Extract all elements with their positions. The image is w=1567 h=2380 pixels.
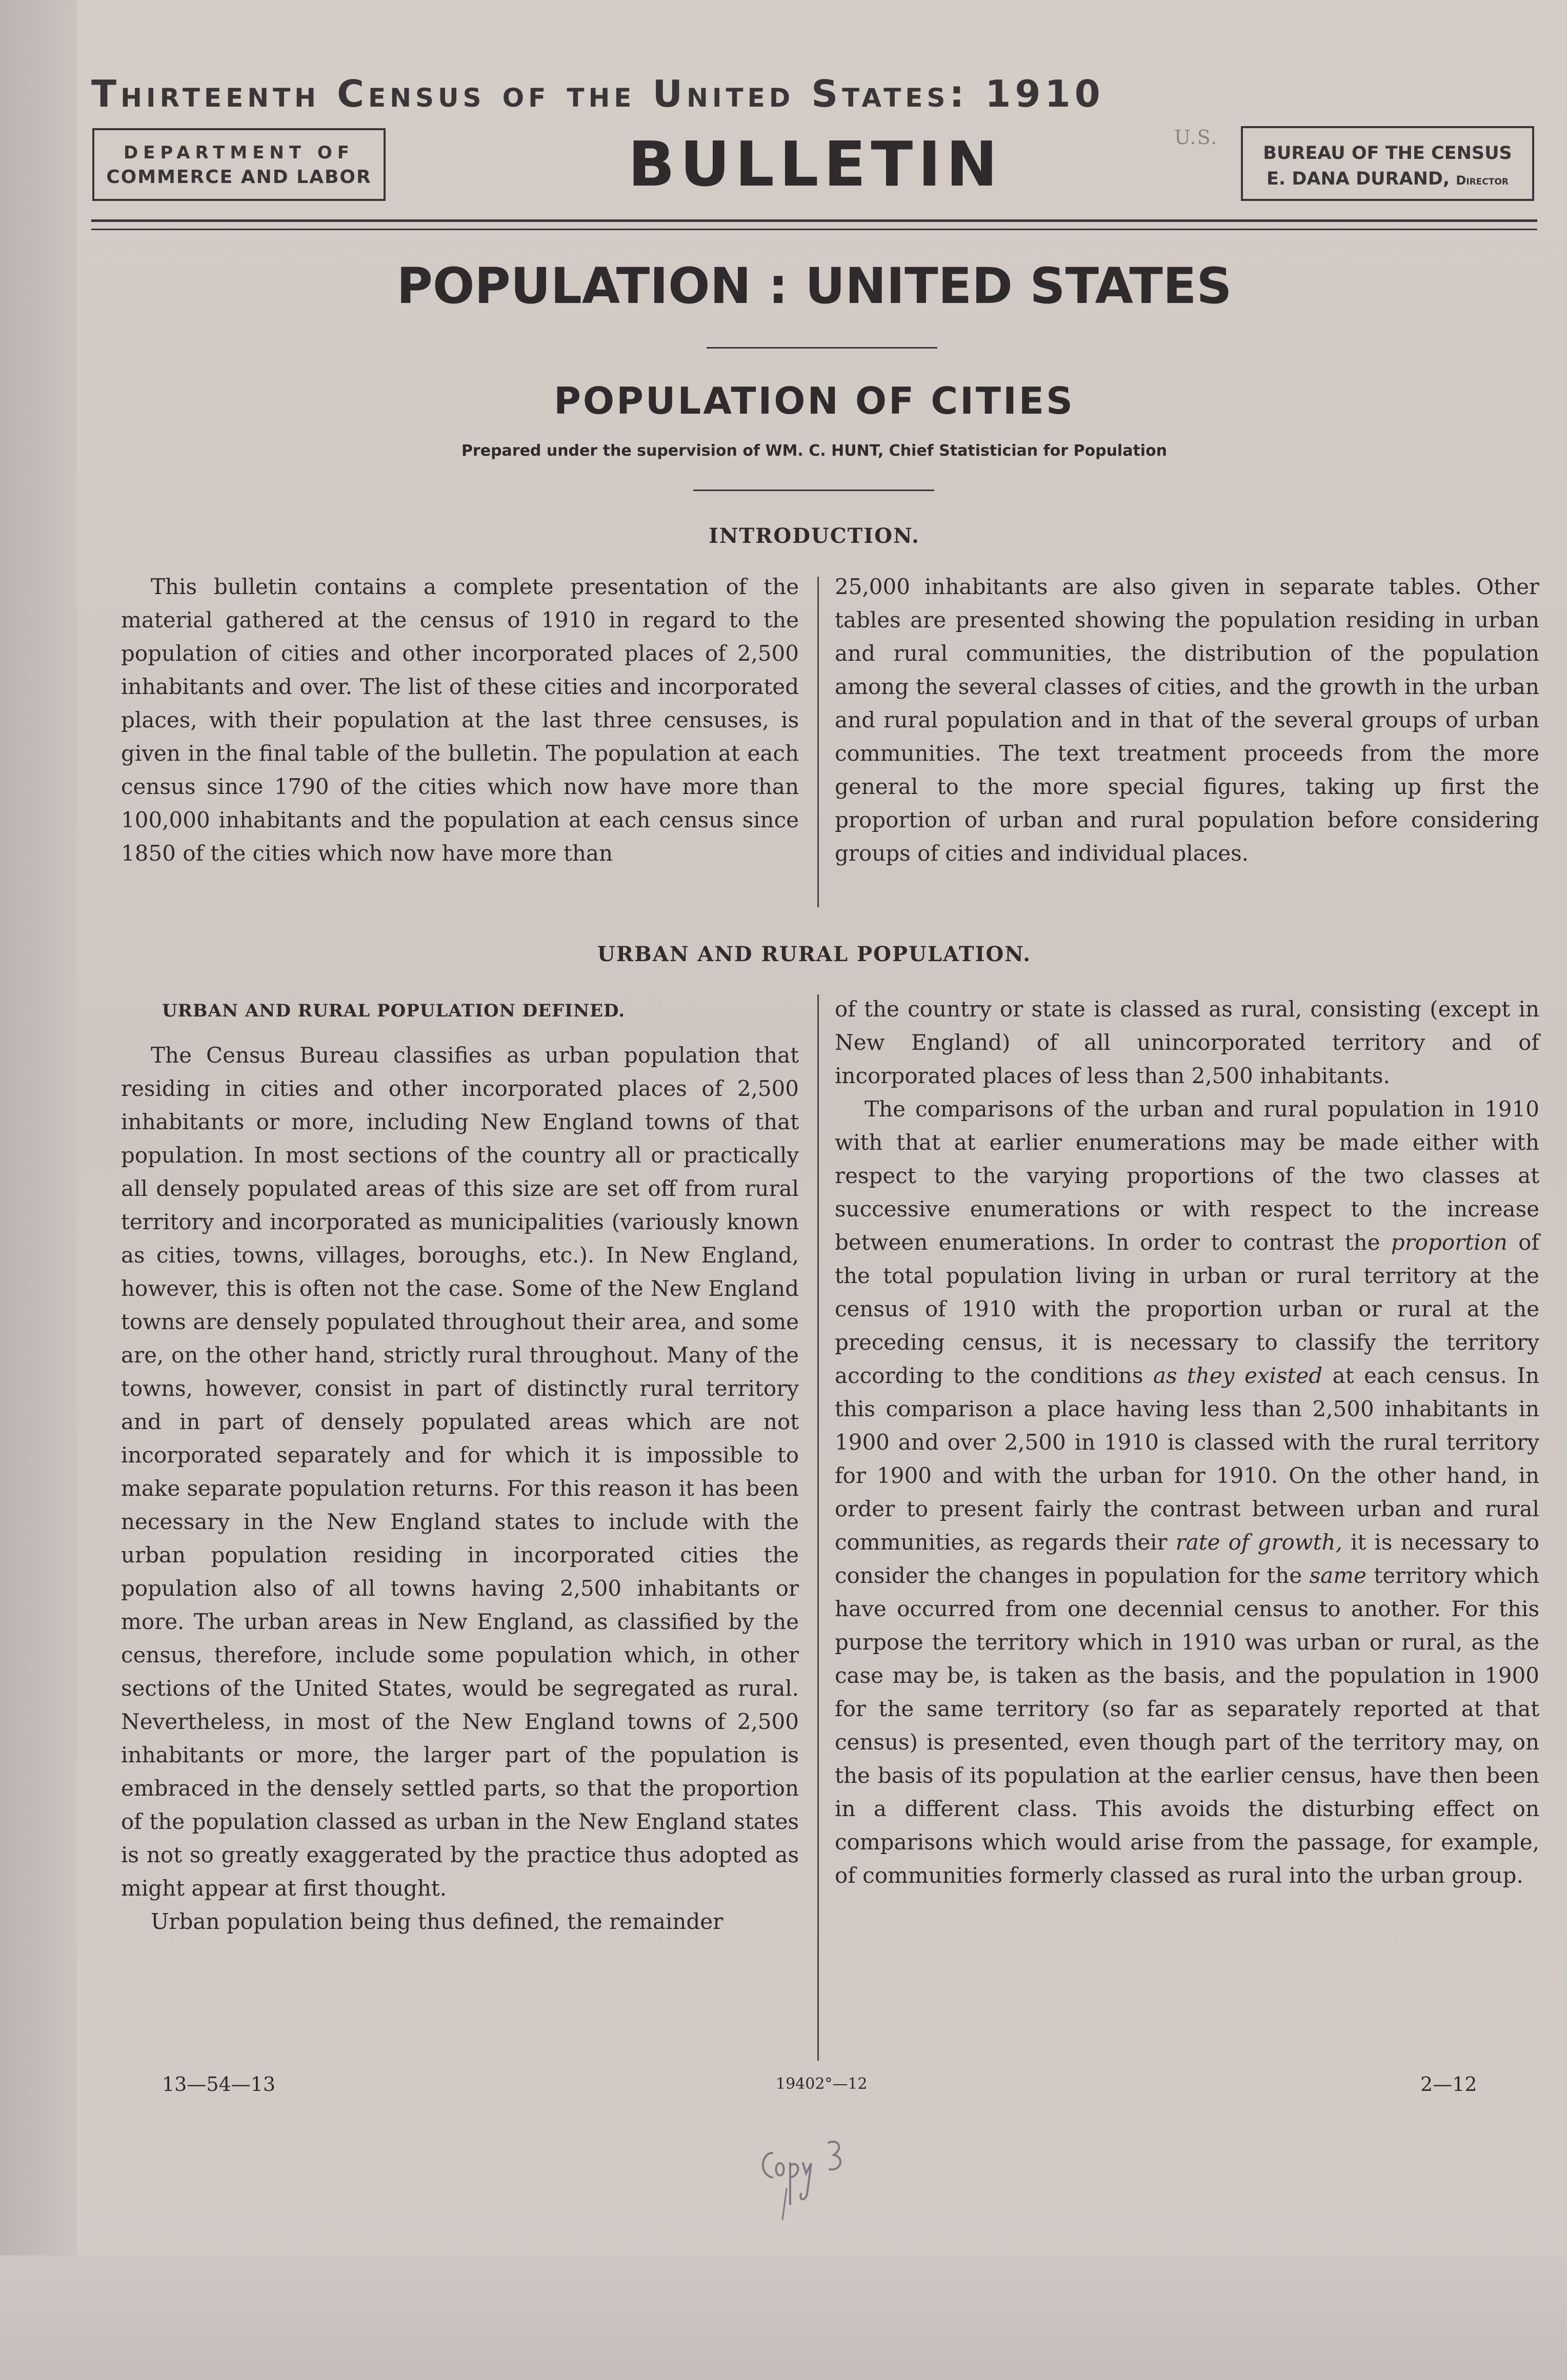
bureau-box <box>1241 126 1534 201</box>
us-stamp-mark: U.S. <box>1174 126 1218 149</box>
handwritten-copy-note <box>752 2122 870 2225</box>
introduction-left-column <box>121 570 799 870</box>
introduction-paragraph-right: 25,000 inhabitants are also given in separate tables. Other tables are presented showing the population residing in urban and rural communities, the distribution of the population among the several classes of cities, and the growth in the urban and rural population and in that of the several groups of urban communities. The text treatment proceeds from the more general to the more special figures, taking up first the proportion of urban and rural population before considering groups of cities and individual places. <box>835 574 1539 866</box>
prepared-by-line: Prepared under the supervision of WM. C. HUNT, Chief Statistician for Population <box>461 442 1168 460</box>
header-double-rule-bottom <box>91 229 1537 230</box>
urban-definition-paragraph: The Census Bureau classifies as urban population that residing in cities and other incorporated places of 2,500 inhabitants or more, including New England towns of that population. In most sections of the country all or practically all densely populated areas of this size are set off from rural territory and incorporated as municipalities (variously known as cities, towns, villages, boroughs, etc.). In New England, however, this is often not the case. Some of the New England towns are densely populated throughout their area, and some are, on the other hand, strictly rural throughout. Many of the towns, however, consist in part of distinctly rural territory and in part of densely populated areas which are not incorporated separately and for which it is impossible to make separate population returns. For this reason it has been necessary in the New England states to include with the urban population residing in incorporated cities the population also of all towns having 2,500 inhabitants or more. The urban areas in New England, as classified by the census, therefore, include some population which, in other sections of the United States, would be segregated as rural. Nevertheless, in most of the New England towns of 2,500 inhabitants or more, the larger part of the population is embraced in the densely settled parts, so that the proportion of the population classed as urban in the New England states is not so greatly exaggerated by the practice thus adopted as might appear at first thought. <box>121 1043 799 1901</box>
urban-rural-right-column <box>835 992 1539 1892</box>
sub-title: POPULATION OF CITIES <box>554 379 1075 422</box>
header-double-rule-top <box>91 219 1537 222</box>
masthead-title: Thirteenth Census of the United States: 1910 <box>91 72 1104 115</box>
urban-rural-left-column <box>121 992 799 1938</box>
bureau-director-name: E. DANA DURAND, <box>1266 169 1450 189</box>
urban-remainder-paragraph: Urban population being thus defined, the remainder <box>151 1909 724 1934</box>
introduction-right-column <box>835 570 1539 870</box>
subtitle-divider <box>693 490 934 491</box>
bureau-line-1: BUREAU OF THE CENSUS <box>1263 143 1512 164</box>
scan-bottom-edge <box>0 2255 1567 2380</box>
comparison-text-2: of the total population living in urban or rural territory at the census of 1910 with the proportion urban or rural at the preceding census, it is necessary to classify the territory according to the conditions <box>835 1230 1539 1388</box>
urban-rural-defined-subheading: URBAN AND RURAL POPULATION DEFINED. <box>162 1001 626 1021</box>
introduction-paragraph-left: This bulletin contains a complete presentation of the material gathered at the census of 1910 in regard to the population of cities and other incorporated places of 2,500 inhabitants and over. The list of these cities and incorporated places, with their population at the last three censuses, is given in the final table of the bulletin. The population at each census since 1790 of the cities which now have more than 100,000 inhabitants and the population at each census since 1850 of the cities which now have more than <box>121 574 799 866</box>
urban-rural-heading: URBAN AND RURAL POPULATION. <box>597 942 1032 966</box>
comparison-emphasis-as-they-existed: as they existed <box>1153 1363 1323 1388</box>
department-line-2: COMMERCE AND LABOR <box>106 167 372 188</box>
introduction-heading: INTRODUCTION. <box>709 524 920 548</box>
bureau-director-line <box>1243 166 1532 193</box>
department-line-1: DEPARTMENT OF <box>123 143 355 163</box>
main-title: POPULATION : UNITED STATES <box>396 257 1232 315</box>
scan-left-margin <box>0 0 77 2307</box>
comparison-paragraph <box>835 1092 1539 1892</box>
title-divider <box>707 347 937 349</box>
bulletin-label: BULLETIN <box>628 129 1003 200</box>
footer-right-code: 2—12 <box>1420 2073 1477 2096</box>
comparison-emphasis-rate-of-growth: rate of growth, <box>1175 1530 1342 1555</box>
rural-definition-paragraph: of the country or state is classed as rural, consisting (except in New England) of all unincorporated territory and of incorporated places of less than 2,500 inhabitants. <box>835 996 1539 1088</box>
bureau-director-title: Director <box>1456 173 1509 188</box>
footer-left-code: 13—54—13 <box>162 2073 276 2096</box>
footer-center-code: 19402°—12 <box>776 2075 868 2093</box>
comparison-text-3: at each census. In this comparison a place having less than 2,500 inhabitants in 1900 and over 2,500 in 1910 is classed with the rural territory for 1900 and with the urban for 1910. On the other hand, in order to present fairly the contrast between urban and rural communities, as regards their <box>835 1363 1539 1555</box>
comparison-text-4: it is necessary to consider the changes in population for the <box>835 1530 1539 1588</box>
comparison-emphasis-proportion: proportion <box>1391 1230 1508 1255</box>
introduction-column-rule <box>817 577 819 907</box>
comparison-text-1: The comparisons of the urban and rural population in 1910 with that at earlier enumerations may be made either with respect to the varying proportions of the two classes at successive enumerations or with respect to the increase between enumerations. In order to contrast the <box>835 1096 1539 1255</box>
urban-rural-column-rule <box>817 994 819 2061</box>
comparison-emphasis-same: same <box>1309 1563 1367 1588</box>
comparison-text-5: territory which have occurred from one decennial census to another. For this purpose the territory which in 1910 was urban or rural, as the case may be, is taken as the basis, and the population in 1900 for the same territory (so far as separately reported at that census) is presented, even though part of the territory may, on the basis of its population at the earlier census, have then been in a different class. This avoids the disturbing effect on comparisons which would arise from the passage, for example, of communities formerly classed as rural into the urban group. <box>835 1563 1540 1888</box>
department-box <box>92 128 386 201</box>
